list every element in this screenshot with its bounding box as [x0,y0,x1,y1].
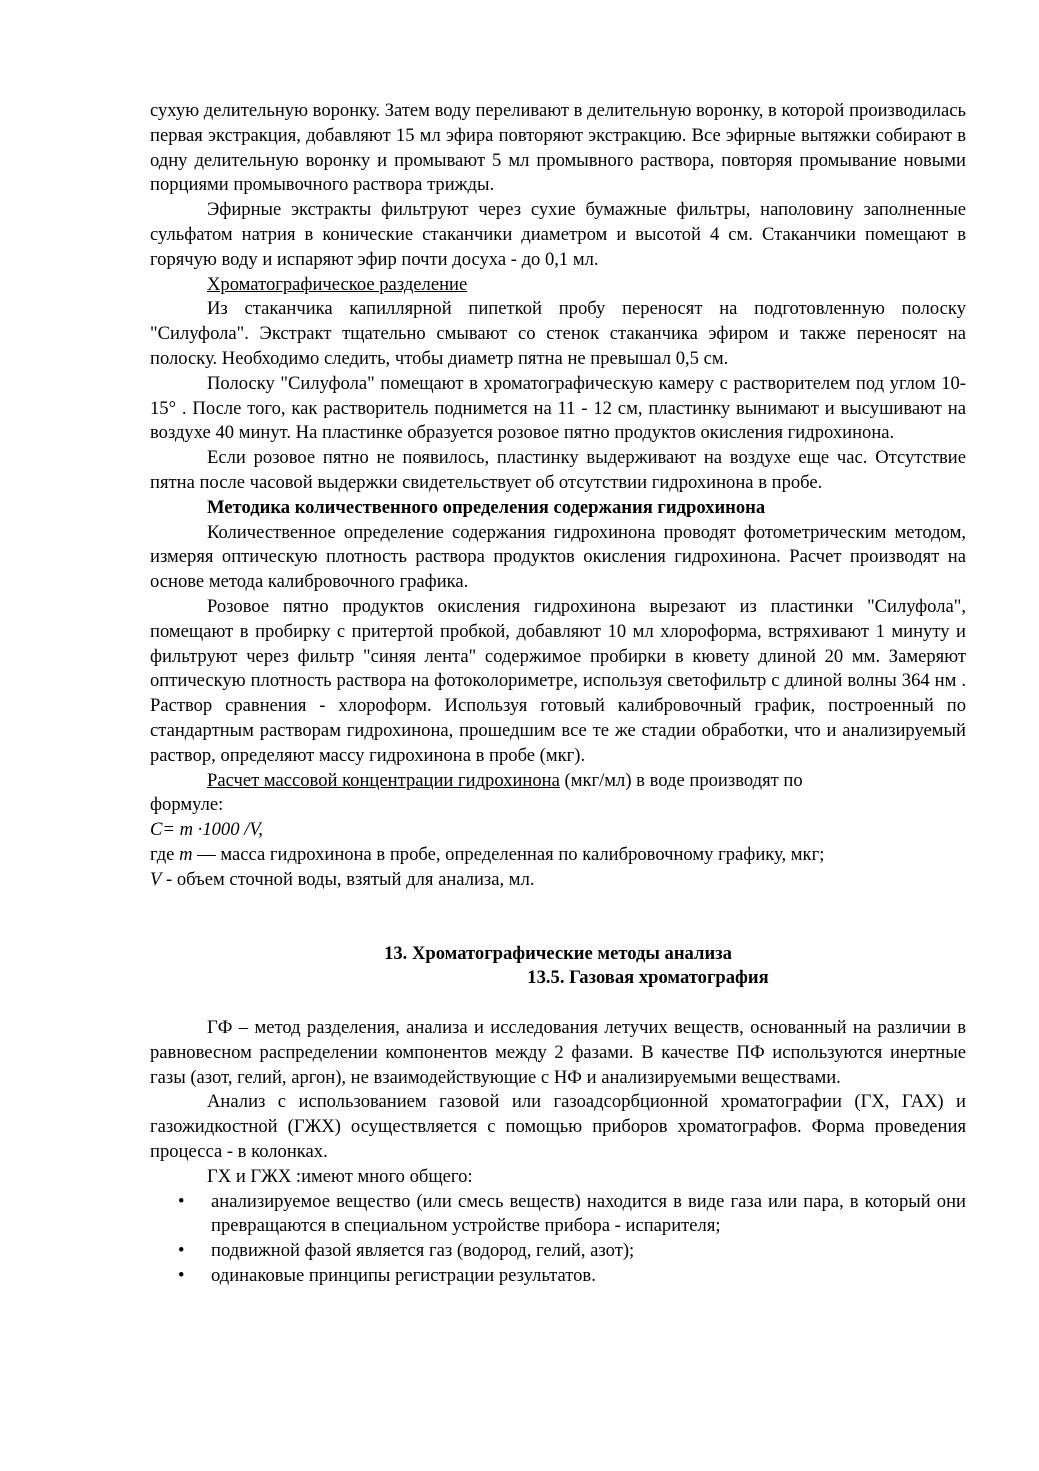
paragraph-common: ГХ и ГЖХ :имеют много общего: [207,1165,473,1187]
spacer [150,991,966,1016]
subsection-title: 13.5. Газовая хроматография [527,967,769,989]
paragraph-gas-analysis: Анализ с использованием газовой или газоадсорбционной хроматографии (ГХ, ГАХ) и газожидкостной (ГЖХ) осуществляется с помощью приборов хроматографов. Форма проведения процесса - в колонках. [150,1091,966,1163]
list-item [150,1239,966,1264]
paragraph-photometric: Количественное определение содержания гидрохинона проводят фотометрическим методом, измеряя оптическую плотность раствора продуктов окисления гидрохинона. Расчет производят на основе метода калибровочного графика. [150,521,966,593]
where-v-desc: - объем сточной воды, взятый для анализа, мл. [161,868,535,890]
paragraph-no-spot: Если розовое пятно не появилось, пластинку выдерживают на воздухе еще час. Отсутствие пятна после часовой выдержки свидетельствует об отсутствии гидрохинона в пробе. [150,447,966,493]
where-prefix: где [150,843,180,865]
where-m-desc: — масса гидрохинона в пробе, определенная по калибровочному графику, мкг; [192,843,825,865]
list-item [150,1190,966,1240]
document-page [150,99,966,1289]
spacer [150,893,966,942]
bullet-icon: • [178,1265,185,1287]
bullet-icon: • [178,1240,185,1262]
var-m: m [179,843,193,865]
list-item-text: подвижной фазой является газ (водород, гелий, азот); [211,1240,635,1262]
paragraph-extraction-end: сухую делительную воронку. Затем воду переливают в делительную воронку, в которой производилась первая экстракция, добавляют 15 мл эфира повторяют экстракцию. Все эфирные вытяжки собирают в одну делительную воронку и промывают 5 мл промывного раствора, повторяя промывание новыми порциями промывочного раствора трижды. [150,100,966,196]
common-features-list [150,1190,966,1289]
section-title: 13. Хроматографические методы анализа [384,942,732,964]
calc-formula: C= m ·1000 /V, [150,819,263,841]
paragraph-silufol-chamber: Полоску "Силуфола" помещают в хроматографическую камеру с растворителем под углом 10-15° . После того, как растворитель поднимется на 11 - 12 см, пластинку вынимают и высушивают на воздухе 40 минут. На пластинке образуется розовое пятно продуктов окисления гидрохинона. [150,372,966,444]
calc-underlined: Расчет массовой концентрации гидрохинона [207,769,560,791]
paragraph-pink-spot: Розовое пятно продуктов окисления гидрохинона вырезают из пластинки "Силуфола", помещают в пробирку с притертой пробкой, добавляют 10 мл хлороформа, встряхивают 1 минуту и фильтруют через фильтр "синяя лента" содержимое пробирки в кювету длиной 20 мм. Замеряют оптическую плотность раствора на фотоколориметре, используя светофильтр с длиной волны 364 нм . Раствор сравнения - хлороформ. Используя готовый калибровочный график, построенный по стандартным растворам гидрохинона, прошедшим все те же стадии обработки, что и анализируемый раствор, определяют массу гидрохинона в пробе (мкг). [150,595,966,766]
calc-rest: (мкг/мл) в воде производят по [559,769,803,791]
paragraph-gas-definition: ГФ – метод разделения, анализа и исследования летучих веществ, основанный на различии в равновесном распределении компонентов между 2 фазами. В качестве ПФ используются инертные газы (азот, гелий, аргон), не взаимодействующие с НФ и анализируемыми веществами. [150,1017,966,1088]
list-item-text: одинаковые принципы регистрации результатов. [211,1265,596,1287]
bullet-icon: • [178,1190,185,1212]
list-item [150,1264,966,1289]
calc-line [150,769,966,794]
calc-where-v [150,868,966,893]
chromatography-heading-text: Хроматографическое разделение [207,273,468,295]
list-item-text: анализируемое вещество (или смесь веществ) находится в виде газа или пара, в который они превращаются в специальном устройстве прибора - испарителя; [211,1190,966,1237]
paragraph-ether-filtering: Эфирные экстракты фильтруют через сухие бумажные фильтры, наполовину заполненные сульфатом натрия в конические стаканчики диаметром и высотой 4 см. Стаканчики помещают в горячую воду и испаряют эфир почти досуха - до 0,1 мл. [150,199,966,270]
paragraph-sample-transfer: Из стаканчика капиллярной пипеткой пробу переносят на подготовленную полоску "Силуфола". Экстракт тщательно смывают со стенок стаканчика эфиром и также переносят на полоску. Необходимо следить, чтобы диаметр пятна не превышал 0,5 см. [150,298,966,369]
method-heading: Методика количественного определения содержания гидрохинона [207,496,766,518]
var-v: V [150,868,162,890]
calc-formula-label: формуле: [150,794,224,816]
chromatography-heading [150,273,966,298]
calc-where-m [150,843,966,868]
